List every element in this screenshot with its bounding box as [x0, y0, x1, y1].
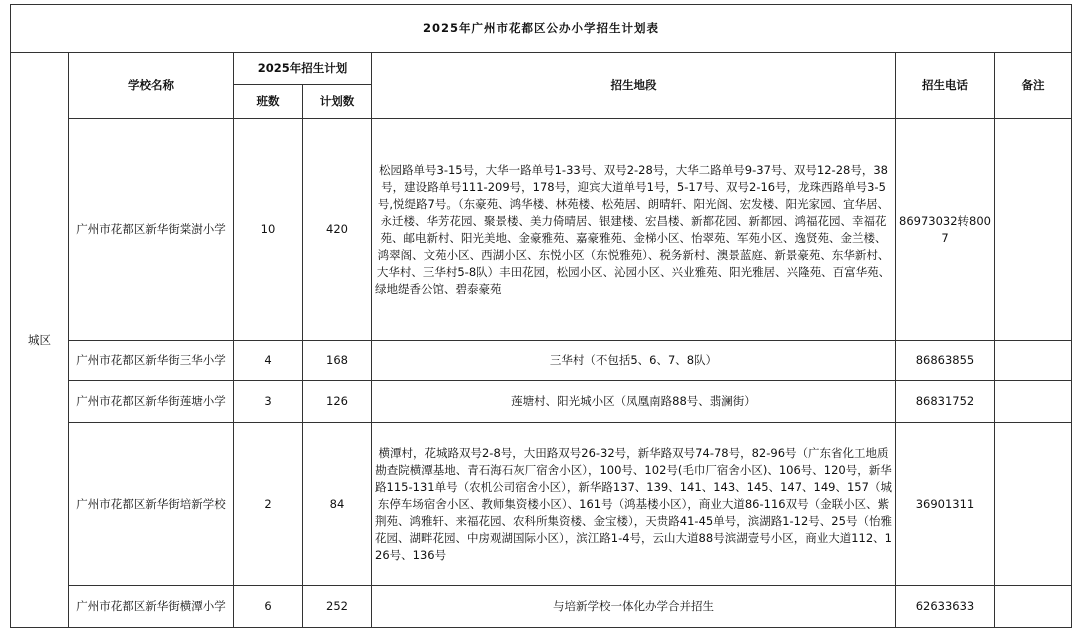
plan-count: 126 — [303, 381, 372, 423]
plan-count: 252 — [303, 586, 372, 628]
header-remarks: 备注 — [995, 53, 1072, 119]
header-zone: 招生地段 — [372, 53, 896, 119]
header-school-name: 学校名称 — [69, 53, 234, 119]
phone-number: 36901311 — [896, 423, 995, 586]
table-row — [11, 341, 1072, 381]
table-row — [11, 586, 1072, 628]
table-row — [11, 423, 1072, 586]
enrollment-zone: 横潭村，花城路双号2-8号，大田路双号26-32号，新华路双号74-78号，82-96号（广东省化工地质勘查院横潭基地、青石海石灰厂宿舍小区），100号、102号(毛巾厂宿舍小区)、106号、120号，新华路115-131单号（农机公司宿舍小区），新华路137、139、141、143、145、147、149、157（城东停车场宿舍小区、教师集资楼小区）、161号（鸿基楼小区），商业大道86-116双号（金联小区、紫荆苑、鸿雅轩、来福花园、农科所集资楼、金宝楼），天贵路41-45单号，滨湖路1-12号、25号（怡雅花园、湖畔花园、中房观湖国际小区），滨江路1-4号，云山大道88号滨湖壹号小区，商业大道112、126号、136号 — [372, 423, 896, 586]
remarks — [995, 586, 1072, 628]
remarks — [995, 341, 1072, 381]
class-count: 6 — [234, 586, 303, 628]
table-row — [11, 381, 1072, 423]
school-name: 广州市花都区新华街培新学校 — [69, 423, 234, 586]
class-count: 4 — [234, 341, 303, 381]
phone-number: 86973032转8007 — [896, 119, 995, 341]
class-count: 2 — [234, 423, 303, 586]
header-plan-group: 2025年招生计划 — [234, 53, 372, 85]
school-name: 广州市花都区新华街三华小学 — [69, 341, 234, 381]
remarks — [995, 119, 1072, 341]
district-cell: 城区 — [11, 53, 69, 628]
table-row — [11, 119, 1072, 341]
header-phone: 招生电话 — [896, 53, 995, 119]
plan-count: 420 — [303, 119, 372, 341]
enrollment-plan-table — [10, 4, 1072, 628]
class-count: 10 — [234, 119, 303, 341]
class-count: 3 — [234, 381, 303, 423]
enrollment-zone: 与培新学校一体化办学合并招生 — [372, 586, 896, 628]
school-name: 广州市花都区新华街莲塘小学 — [69, 381, 234, 423]
phone-number: 86863855 — [896, 341, 995, 381]
plan-count: 84 — [303, 423, 372, 586]
page-title: 2025年广州市花都区公办小学招生计划表 — [11, 5, 1072, 53]
enrollment-zone: 松园路单号3-15号，大华一路单号1-33号、双号2-28号，大华二路单号9-37号、双号12-28号，38号，建设路单号111-209号，178号，迎宾大道单号1号，5-17号、双号2-16号，龙珠西路单号3-5号,悦缇路7号。（东豪苑、鸿华楼、林苑楼、松苑居、朗晴轩、阳光阁、宏发楼、阳光家园、宜华居、永迁楼、华芳花园、聚景楼、美力倚晴居、银建楼、宏昌楼、新都花园、新都园、鸿福花园、幸福花苑、邮电新村、阳光美地、金豪雅苑、嘉豪雅苑、金梯小区、怡翠苑、军苑小区、逸贤苑、金兰楼、鸿翠阁、文苑小区、西湖小区、东悦小区（东悦雅苑）、税务新村、澳景蓝庭、新景豪苑、东华新村、大华村、三华村5-8队）丰田花园，松园小区、沁园小区、兴业雅苑、阳光雅居、兴隆苑、百富华苑、绿地缇香公馆、碧泰豪苑 — [372, 119, 896, 341]
header-classes: 班数 — [234, 85, 303, 119]
plan-count: 168 — [303, 341, 372, 381]
header-plan-count: 计划数 — [303, 85, 372, 119]
remarks — [995, 423, 1072, 586]
school-name: 广州市花都区新华街横潭小学 — [69, 586, 234, 628]
enrollment-zone: 三华村（不包括5、6、7、8队） — [372, 341, 896, 381]
phone-number: 62633633 — [896, 586, 995, 628]
school-name: 广州市花都区新华街棠澍小学 — [69, 119, 234, 341]
phone-number: 86831752 — [896, 381, 995, 423]
remarks — [995, 381, 1072, 423]
enrollment-zone: 莲塘村、阳光城小区（凤凰南路88号、翡澜街） — [372, 381, 896, 423]
